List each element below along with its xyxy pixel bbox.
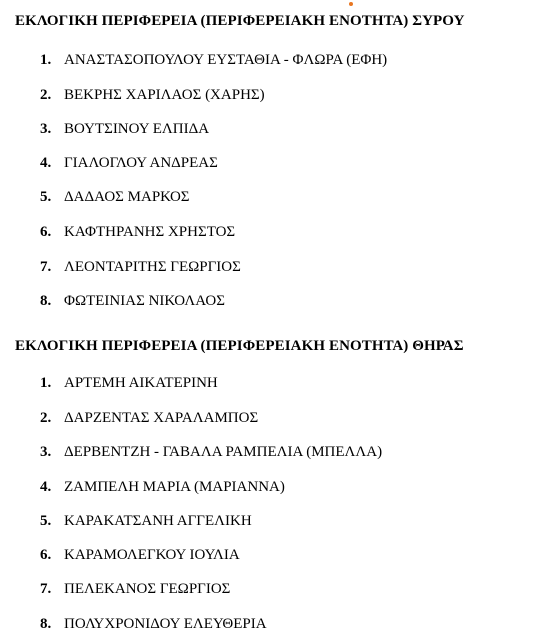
candidate-name: ΔΕΡΒΕΝΤΖΗ - ΓΑΒΑΛΑ ΡΑΜΠΕΛΙΑ (ΜΠΕΛΛΑ): [64, 444, 383, 460]
candidate-name: ΛΕΟΝΤΑΡΙΤΗΣ ΓΕΩΡΓΙΟΣ: [64, 259, 241, 275]
item-number: 3.: [40, 121, 52, 137]
item-number: 7.: [40, 581, 52, 597]
marker-dot: [349, 2, 353, 6]
candidate-name: ΠΕΛΕΚΑΝΟΣ ΓΕΩΡΓΙΟΣ: [64, 581, 231, 597]
section-heading-thira: ΕΚΛΟΓΙΚΗ ΠΕΡΙΦΕΡΕΙΑ (ΠΕΡΙΦΕΡΕΙΑΚΗ ΕΝΟΤΗΤΑ) ΘΗΡΑΣ: [15, 338, 464, 354]
item-number: 5.: [40, 513, 52, 529]
candidate-name: ΠΟΛΥΧΡΟΝΙΔΟΥ ΕΛΕΥΘΕΡΙΑ: [64, 616, 267, 632]
candidate-name: ΓΙΑΛΟΓΛΟΥ ΑΝΔΡΕΑΣ: [64, 155, 218, 171]
candidate-name: ΚΑΡΑΚΑΤΣΑΝΗ ΑΓΓΕΛΙΚΗ: [64, 513, 252, 529]
candidate-name: ΚΑΦΤΗΡΑΝΗΣ ΧΡΗΣΤΟΣ: [64, 224, 236, 240]
item-number: 1.: [40, 52, 52, 68]
candidate-name: ΒΟΥΤΣΙΝΟΥ ΕΛΠΙΔΑ: [64, 121, 210, 137]
item-number: 1.: [40, 375, 52, 391]
section-heading-syros: ΕΚΛΟΓΙΚΗ ΠΕΡΙΦΕΡΕΙΑ (ΠΕΡΙΦΕΡΕΙΑΚΗ ΕΝΟΤΗΤΑ) ΣΥΡΟΥ: [15, 13, 465, 29]
candidate-name: ΔΑΔΑΟΣ ΜΑΡΚΟΣ: [64, 189, 190, 205]
candidate-name: ΒΕΚΡΗΣ ΧΑΡΙΛΑΟΣ (ΧΑΡΗΣ): [64, 87, 265, 103]
item-number: 6.: [40, 224, 52, 240]
candidate-name: ΦΩΤΕΙΝΙΑΣ ΝΙΚΟΛΑΟΣ: [64, 293, 225, 309]
item-number: 6.: [40, 547, 52, 563]
candidate-name: ΚΑΡΑΜΟΛΕΓΚΟΥ ΙΟΥΛΙΑ: [64, 547, 240, 563]
item-number: 8.: [40, 616, 52, 632]
candidate-name: ΑΡΤΕΜΗ ΑΙΚΑΤΕΡΙΝΗ: [64, 375, 218, 391]
item-number: 2.: [40, 410, 52, 426]
candidate-name: ΖΑΜΠΕΛΗ ΜΑΡΙΑ (ΜΑΡΙΑΝΝΑ): [64, 479, 285, 495]
candidate-name: ΑΝΑΣΤΑΣΟΠΟΥΛΟΥ ΕΥΣΤΑΘΙΑ - ΦΛΩΡΑ (ΕΦΗ): [64, 52, 388, 68]
item-number: 3.: [40, 444, 52, 460]
item-number: 2.: [40, 87, 52, 103]
candidate-name: ΔΑΡΖΕΝΤΑΣ ΧΑΡΑΛΑΜΠΟΣ: [64, 410, 259, 426]
item-number: 8.: [40, 293, 52, 309]
item-number: 5.: [40, 189, 52, 205]
item-number: 7.: [40, 259, 52, 275]
item-number: 4.: [40, 479, 52, 495]
item-number: 4.: [40, 155, 52, 171]
